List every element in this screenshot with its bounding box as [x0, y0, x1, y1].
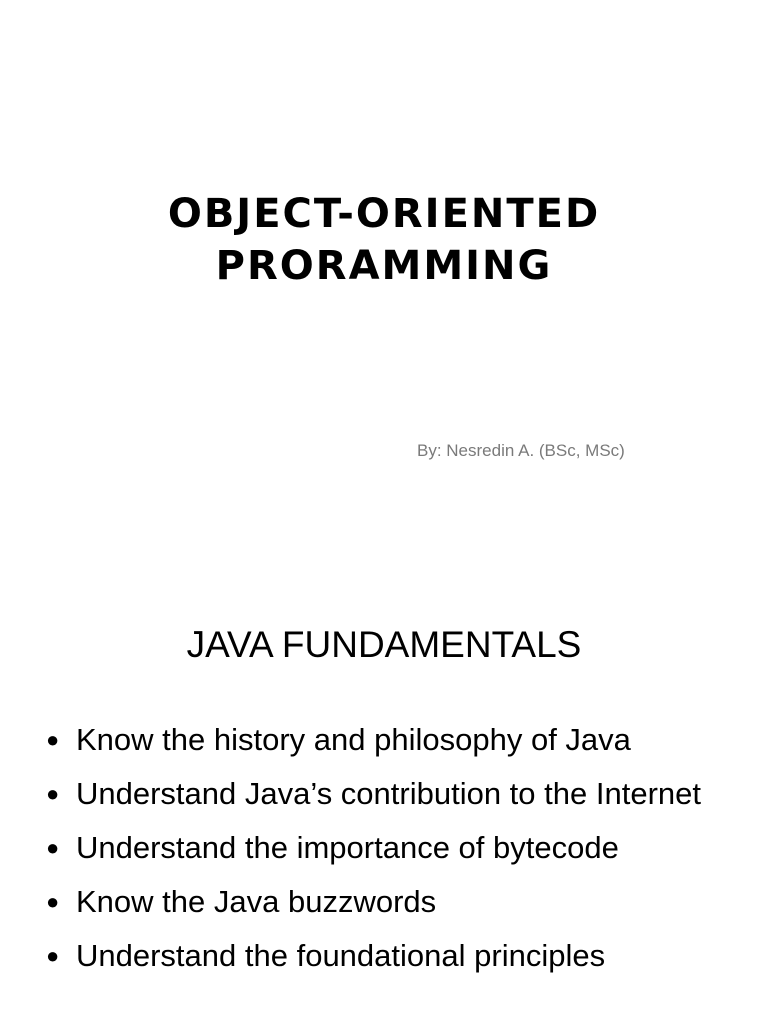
- title-line-2: PRORAMMING: [215, 243, 553, 289]
- bullet-item: [46, 826, 756, 870]
- bullet-icon: ●: [46, 943, 60, 968]
- section-heading: JAVA FUNDAMENTALS: [186, 624, 582, 665]
- title-line-1: OBJECT-ORIENTED: [167, 191, 601, 237]
- slide-title: [0, 188, 768, 292]
- bullet-item: [46, 934, 756, 978]
- bullet-icon: ●: [46, 835, 60, 860]
- bullet-icon: ●: [46, 781, 60, 806]
- bullet-item: [46, 772, 756, 816]
- bullet-item: [46, 880, 756, 924]
- bullet-text: Understand the foundational principles: [76, 938, 606, 973]
- bullet-icon: ●: [46, 727, 60, 752]
- bullet-icon: ●: [46, 889, 60, 914]
- bullet-list: [46, 718, 756, 988]
- author-credit: By: Nesredin A. (BSc, MSc): [417, 441, 625, 460]
- bullet-text: Understand Java’s contribution to the Internet: [76, 776, 701, 811]
- bullet-text: Know the history and philosophy of Java: [76, 722, 631, 757]
- bullet-item: [46, 718, 756, 762]
- bullet-text: Understand the importance of bytecode: [76, 830, 619, 865]
- bullet-text: Know the Java buzzwords: [76, 884, 437, 919]
